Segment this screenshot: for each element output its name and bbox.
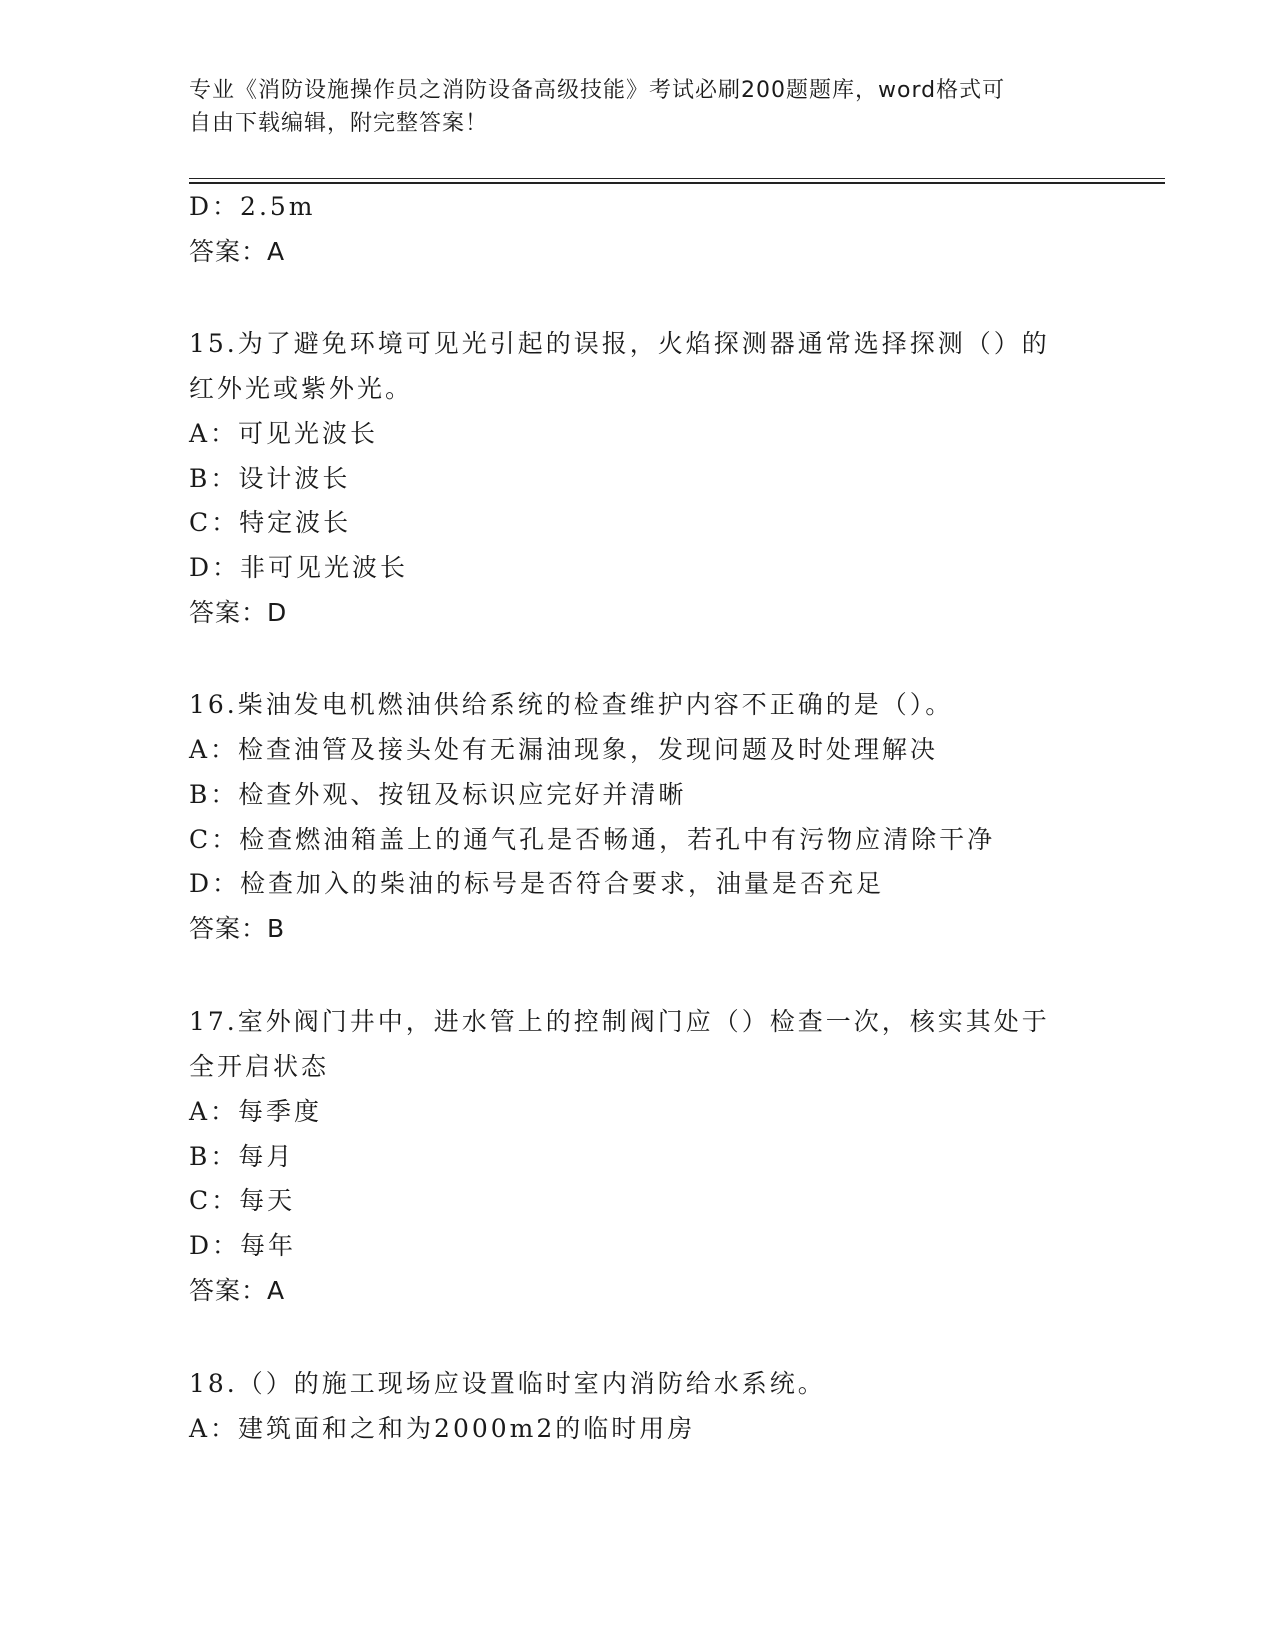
- q16-answer: 答案：B: [189, 914, 286, 943]
- q16-stem-line1: 16.柴油发电机燃油供给系统的检查维护内容不正确的是（）。: [189, 690, 954, 719]
- q16-option-b: B：检查外观、按钮及标识应完好并清晰: [189, 780, 687, 809]
- q17-option-a: A：每季度: [189, 1097, 323, 1126]
- q15-option-b: B：设计波长: [189, 464, 351, 493]
- q16-option-c: C：检查燃油箱盖上的通气孔是否畅通，若孔中有污物应清除干净: [189, 825, 996, 854]
- q17-stem-line2: 全开启状态: [189, 1052, 330, 1081]
- q15-option-c: C：特定波长: [189, 508, 352, 537]
- document-header: [189, 74, 1069, 140]
- q15-option-a: A：可见光波长: [189, 419, 379, 448]
- q16-option-d: D：检查加入的柴油的标号是否符合要求，油量是否充足: [189, 869, 885, 898]
- q14-answer: 答案：A: [189, 237, 286, 266]
- q17-option-c: C：每天: [189, 1186, 296, 1215]
- q18-option-a: A：建筑面和之和为2000m2的临时用房: [189, 1414, 696, 1443]
- header-title-line2: 自由下载编辑，附完整答案！: [189, 111, 489, 136]
- q17-option-b: B：每月: [189, 1142, 295, 1171]
- header-divider-thick: [189, 182, 1165, 184]
- q15-stem-line1: 15.为了避免环境可见光引起的误报，火焰探测器通常选择探测（）的: [189, 329, 1050, 358]
- q15-answer: 答案：D: [189, 598, 288, 627]
- q17-answer: 答案：A: [189, 1276, 286, 1305]
- q16-option-a: A：检查油管及接头处有无漏油现象，发现问题及时处理解决: [189, 735, 939, 764]
- q15-stem-line2: 红外光或紫外光。: [189, 374, 414, 403]
- q17-option-d: D：每年: [189, 1231, 297, 1260]
- q15-option-d: D：非可见光波长: [189, 553, 409, 582]
- q14-option-d: D：2.5m: [189, 192, 316, 221]
- q18-stem-line1: 18.（）的施工现场应设置临时室内消防给水系统。: [189, 1369, 826, 1398]
- header-divider-thin: [189, 178, 1165, 179]
- q17-stem-line1: 17.室外阀门井中，进水管上的控制阀门应（）检查一次，核实其处于: [189, 1007, 1050, 1036]
- header-title-line1: 专业《消防设施操作员之消防设备高级技能》考试必刷200题题库，word格式可: [189, 78, 1006, 103]
